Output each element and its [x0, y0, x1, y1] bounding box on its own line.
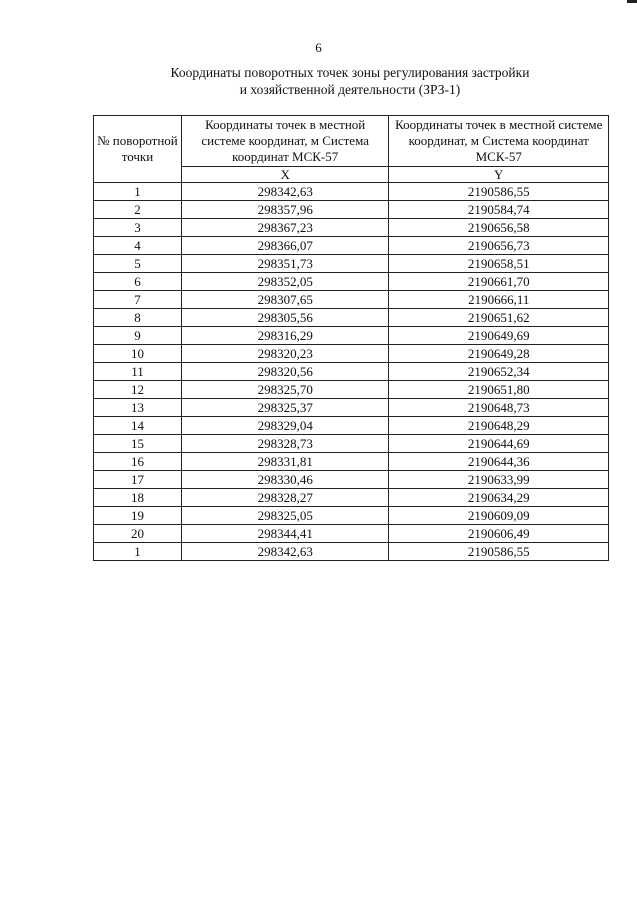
table-row	[94, 255, 609, 273]
table-row	[94, 219, 609, 237]
cell-x: 298316,29	[181, 327, 389, 345]
cell-x: 298328,73	[181, 435, 389, 453]
cell-point-number: 3	[94, 219, 182, 237]
cell-point-number: 14	[94, 417, 182, 435]
cell-x: 298331,81	[181, 453, 389, 471]
table-row	[94, 291, 609, 309]
cell-point-number: 19	[94, 507, 182, 525]
document-title	[0, 64, 637, 98]
cell-x: 298367,23	[181, 219, 389, 237]
cell-y: 2190666,11	[389, 291, 609, 309]
header-x-axis: X	[181, 167, 389, 183]
cell-x: 298352,05	[181, 273, 389, 291]
cell-y: 2190606,49	[389, 525, 609, 543]
cell-x: 298320,23	[181, 345, 389, 363]
cell-y: 2190586,55	[389, 183, 609, 201]
cell-point-number: 12	[94, 381, 182, 399]
scan-corner-mark	[627, 0, 637, 3]
cell-y: 2190652,34	[389, 363, 609, 381]
table-row	[94, 399, 609, 417]
cell-point-number: 8	[94, 309, 182, 327]
table-row	[94, 363, 609, 381]
cell-y: 2190649,69	[389, 327, 609, 345]
cell-point-number: 1	[94, 183, 182, 201]
cell-point-number: 13	[94, 399, 182, 417]
cell-x: 298357,96	[181, 201, 389, 219]
cell-y: 2190649,28	[389, 345, 609, 363]
cell-point-number: 5	[94, 255, 182, 273]
cell-y: 2190651,62	[389, 309, 609, 327]
cell-point-number: 9	[94, 327, 182, 345]
cell-y: 2190644,69	[389, 435, 609, 453]
cell-x: 298325,37	[181, 399, 389, 417]
header-x-coordinates: Координаты точек в местной системе координат, м Система координат МСК-57	[181, 116, 389, 167]
cell-x: 298366,07	[181, 237, 389, 255]
cell-x: 298320,56	[181, 363, 389, 381]
title-line-2: и хозяйственной деятельности (ЗРЗ-1)	[239, 82, 461, 97]
cell-point-number: 6	[94, 273, 182, 291]
table-row	[94, 453, 609, 471]
cell-point-number: 4	[94, 237, 182, 255]
table-row	[94, 507, 609, 525]
cell-y: 2190584,74	[389, 201, 609, 219]
cell-y: 2190648,29	[389, 417, 609, 435]
cell-x: 298325,05	[181, 507, 389, 525]
table-row	[94, 417, 609, 435]
table-row	[94, 237, 609, 255]
cell-y: 2190644,36	[389, 453, 609, 471]
cell-x: 298329,04	[181, 417, 389, 435]
table-row	[94, 327, 609, 345]
cell-x: 298342,63	[181, 183, 389, 201]
cell-y: 2190656,58	[389, 219, 609, 237]
cell-y: 2190634,29	[389, 489, 609, 507]
cell-y: 2190651,80	[389, 381, 609, 399]
table-row	[94, 381, 609, 399]
cell-x: 298328,27	[181, 489, 389, 507]
coordinates-table	[93, 115, 609, 561]
cell-y: 2190648,73	[389, 399, 609, 417]
cell-y: 2190633,99	[389, 471, 609, 489]
table-row	[94, 525, 609, 543]
cell-point-number: 1	[94, 543, 182, 561]
header-y-axis: Y	[389, 167, 609, 183]
cell-x: 298351,73	[181, 255, 389, 273]
header-point-number: № поворотной точки	[94, 116, 182, 183]
cell-x: 298330,46	[181, 471, 389, 489]
table-row	[94, 543, 609, 561]
cell-point-number: 20	[94, 525, 182, 543]
header-y-coordinates: Координаты точек в местной системе координат, м Система координат МСК-57	[389, 116, 609, 167]
cell-point-number: 2	[94, 201, 182, 219]
cell-x: 298342,63	[181, 543, 389, 561]
cell-x: 298307,65	[181, 291, 389, 309]
table-row	[94, 471, 609, 489]
cell-x: 298325,70	[181, 381, 389, 399]
cell-point-number: 7	[94, 291, 182, 309]
cell-y: 2190661,70	[389, 273, 609, 291]
cell-point-number: 15	[94, 435, 182, 453]
table-row	[94, 489, 609, 507]
cell-point-number: 10	[94, 345, 182, 363]
table-row	[94, 183, 609, 201]
title-line-1: Координаты поворотных точек зоны регулирования застройки	[170, 65, 530, 80]
table-row	[94, 273, 609, 291]
cell-point-number: 18	[94, 489, 182, 507]
cell-point-number: 11	[94, 363, 182, 381]
cell-y: 2190656,73	[389, 237, 609, 255]
table-row	[94, 345, 609, 363]
cell-y: 2190658,51	[389, 255, 609, 273]
cell-point-number: 16	[94, 453, 182, 471]
cell-y: 2190586,55	[389, 543, 609, 561]
table-row	[94, 201, 609, 219]
cell-point-number: 17	[94, 471, 182, 489]
page-number: 6	[315, 40, 322, 55]
table-row	[94, 435, 609, 453]
cell-x: 298344,41	[181, 525, 389, 543]
cell-x: 298305,56	[181, 309, 389, 327]
table-row	[94, 309, 609, 327]
cell-y: 2190609,09	[389, 507, 609, 525]
